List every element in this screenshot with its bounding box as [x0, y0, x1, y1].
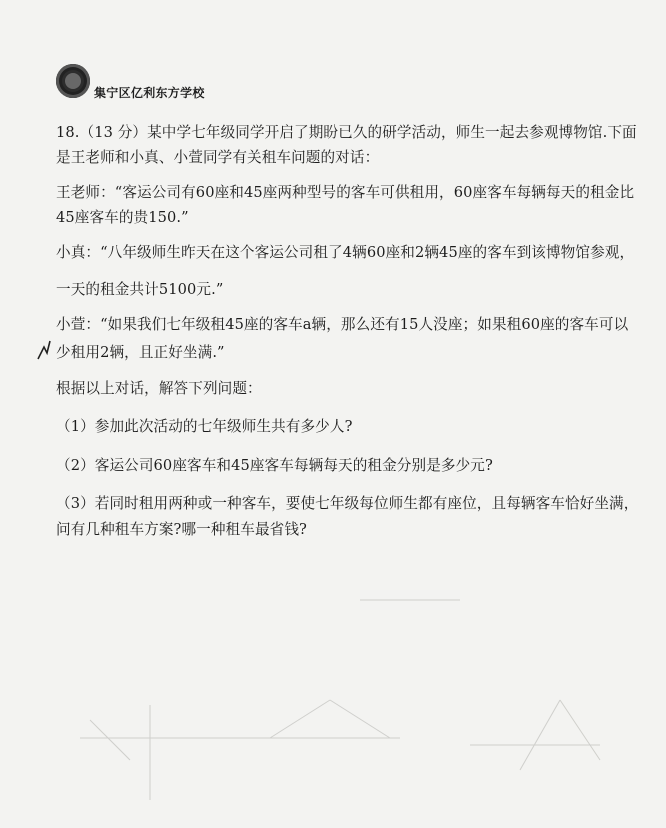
question-3-line-2: 问有几种租车方案?哪一种租车最省钱? — [56, 521, 307, 538]
pen-mark-icon — [36, 339, 52, 361]
question-3-line-1: （3）若同时租用两种或一种客车，要使七年级每位师生都有座位，且每辆客车恰好坐满， — [56, 495, 639, 512]
xiaoxuan-line-1: 小萱：“如果我们七年级租45座的客车a辆，那么还有15人没座；如果租60座的客车可以 — [56, 316, 629, 333]
school-name: 集宁区亿利东方学校 — [94, 86, 205, 100]
question-2: （2）客运公司60座客车和45座客车每辆每天的租金分别是多少元? — [56, 457, 493, 474]
xiaozhen-line-2: 一天的租金共计5100元.” — [56, 281, 224, 298]
question-1: （1）参加此次活动的七年级师生共有多少人? — [56, 418, 353, 435]
xiaozhen-line-1: 小真：“八年级师生昨天在这个客运公司租了4辆60座和2辆45座的客车到该博物馆参观， — [56, 244, 635, 261]
teacher-wang-line-1: 王老师：“客运公司有60座和45座两种型号的客车可供租用，60座客车每辆每天的租金比 — [56, 184, 635, 201]
xiaoxuan-line-2: 少租用2辆，且正好坐满.” — [56, 344, 225, 361]
school-seal-icon — [56, 64, 90, 98]
instruction-text: 根据以上对话，解答下列问题： — [56, 380, 262, 397]
problem-intro-line-1: 18.（13 分）某中学七年级同学开启了期盼已久的研学活动，师生一起去参观博物馆.下面 — [56, 124, 637, 141]
problem-intro-line-2: 是王老师和小真、小萱同学有关租车问题的对话： — [56, 149, 380, 166]
teacher-wang-line-2: 45座客车的贵150.” — [56, 209, 189, 226]
